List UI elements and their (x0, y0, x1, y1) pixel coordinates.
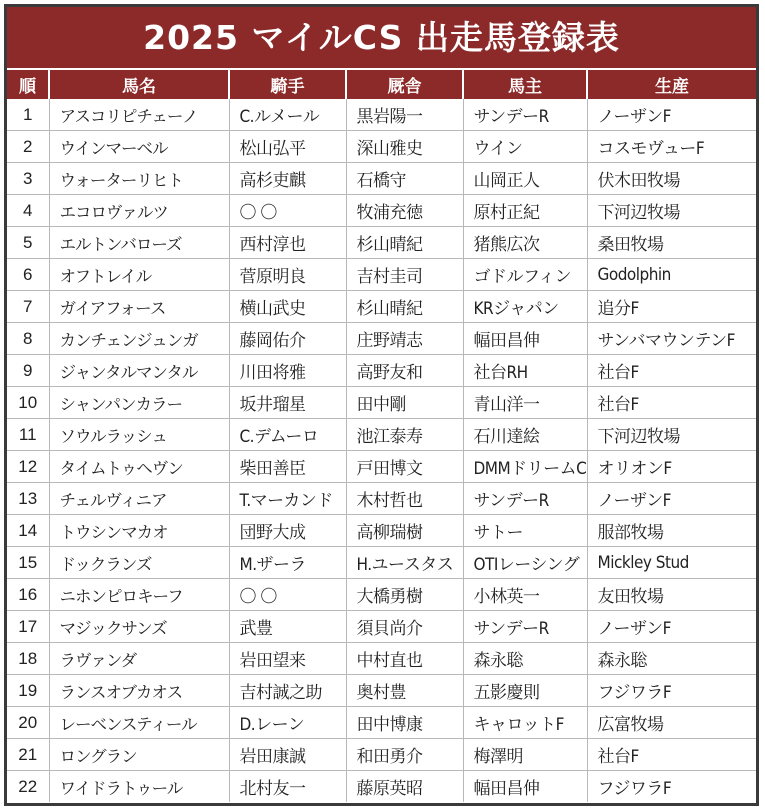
owner-cell: 社台RH (463, 355, 587, 387)
column-header-number: 順 (7, 70, 49, 99)
owner-cell: 石川達絵 (463, 419, 587, 451)
stable-cell: 須貝尚介 (346, 611, 463, 643)
jockey-cell: 岩田望来 (229, 643, 346, 675)
breeder-cell: Godolphin (587, 259, 756, 291)
column-header-owner: 馬主 (463, 70, 587, 99)
stable-cell: 木村哲也 (346, 483, 463, 515)
breeder-cell: ノーザンF (587, 483, 756, 515)
row-number-cell: 21 (7, 739, 49, 771)
horse-name-cell: カンチェンジュンガ (49, 323, 229, 355)
table-row (7, 643, 756, 675)
row-number-cell: 14 (7, 515, 49, 547)
breeder-cell: 追分F (587, 291, 756, 323)
jockey-cell: 川田将雅 (229, 355, 346, 387)
row-number-cell: 2 (7, 131, 49, 163)
horse-name-cell: ガイアフォース (49, 291, 229, 323)
horse-name-cell: タイムトゥヘヴン (49, 451, 229, 483)
breeder-cell: Mickley Stud (587, 547, 756, 579)
horse-name-cell: ウォーターリヒト (49, 163, 229, 195)
horse-name-cell: マジックサンズ (49, 611, 229, 643)
horse-name-cell: エルトンバローズ (49, 227, 229, 259)
table-row (7, 739, 756, 771)
owner-cell: KRジャパン (463, 291, 587, 323)
owner-cell: 小林英一 (463, 579, 587, 611)
horse-name-cell: ニホンピロキーフ (49, 579, 229, 611)
stable-cell: 田中博康 (346, 707, 463, 739)
table-row (7, 675, 756, 707)
breeder-cell: ノーザンF (587, 99, 756, 131)
table-row (7, 387, 756, 419)
row-number-cell: 13 (7, 483, 49, 515)
stable-cell: 戸田博文 (346, 451, 463, 483)
owner-cell: サンデーR (463, 99, 587, 131)
table-body (7, 99, 756, 802)
horse-name-cell: ランスオブカオス (49, 675, 229, 707)
table-row (7, 579, 756, 611)
jockey-cell: 柴田善臣 (229, 451, 346, 483)
breeder-cell: 友田牧場 (587, 579, 756, 611)
table-row (7, 227, 756, 259)
row-number-cell: 12 (7, 451, 49, 483)
stable-cell: 杉山晴紀 (346, 227, 463, 259)
stable-cell: 高柳瑞樹 (346, 515, 463, 547)
breeder-cell: 伏木田牧場 (587, 163, 756, 195)
horse-name-cell: ワイドラトゥール (49, 771, 229, 803)
row-number-cell: 10 (7, 387, 49, 419)
breeder-cell: 社台F (587, 355, 756, 387)
entry-table (7, 70, 756, 802)
jockey-cell: 坂井瑠星 (229, 387, 346, 419)
column-header-horse: 馬名 (49, 70, 229, 99)
stable-cell: 中村直也 (346, 643, 463, 675)
breeder-cell: 服部牧場 (587, 515, 756, 547)
row-number-cell: 6 (7, 259, 49, 291)
row-number-cell: 18 (7, 643, 49, 675)
breeder-cell: 下河辺牧場 (587, 195, 756, 227)
row-number-cell: 16 (7, 579, 49, 611)
horse-name-cell: レーベンスティール (49, 707, 229, 739)
horse-name-cell: オフトレイル (49, 259, 229, 291)
entry-table-frame (4, 4, 759, 806)
owner-cell: サトー (463, 515, 587, 547)
horse-name-cell: ジャンタルマンタル (49, 355, 229, 387)
jockey-cell: T.マーカンド (229, 483, 346, 515)
breeder-cell: ノーザンF (587, 611, 756, 643)
owner-cell: DMMドリームC (463, 451, 587, 483)
column-header-stable: 厩舎 (346, 70, 463, 99)
table-row (7, 419, 756, 451)
owner-cell: 原村正紀 (463, 195, 587, 227)
owner-cell: 幅田昌伸 (463, 771, 587, 803)
jockey-cell: 〇 〇 (229, 579, 346, 611)
jockey-cell: 北村友一 (229, 771, 346, 803)
horse-name-cell: ソウルラッシュ (49, 419, 229, 451)
owner-cell: 猪熊広次 (463, 227, 587, 259)
stable-cell: 和田勇介 (346, 739, 463, 771)
jockey-cell: 高杉吏麒 (229, 163, 346, 195)
horse-name-cell: エコロヴァルツ (49, 195, 229, 227)
owner-cell: サンデーR (463, 611, 587, 643)
row-number-cell: 17 (7, 611, 49, 643)
table-row (7, 547, 756, 579)
table-row (7, 323, 756, 355)
stable-cell: 石橋守 (346, 163, 463, 195)
row-number-cell: 8 (7, 323, 49, 355)
owner-cell: 五影慶則 (463, 675, 587, 707)
jockey-cell: 西村淳也 (229, 227, 346, 259)
jockey-cell: 横山武史 (229, 291, 346, 323)
row-number-cell: 7 (7, 291, 49, 323)
table-row (7, 451, 756, 483)
row-number-cell: 19 (7, 675, 49, 707)
row-number-cell: 9 (7, 355, 49, 387)
owner-cell: OTIレーシング (463, 547, 587, 579)
jockey-cell: 岩田康誠 (229, 739, 346, 771)
jockey-cell: 武豊 (229, 611, 346, 643)
jockey-cell: 団野大成 (229, 515, 346, 547)
horse-name-cell: ドックランズ (49, 547, 229, 579)
owner-cell: 青山洋一 (463, 387, 587, 419)
stable-cell: 藤原英昭 (346, 771, 463, 803)
breeder-cell: 桑田牧場 (587, 227, 756, 259)
stable-cell: 深山雅史 (346, 131, 463, 163)
stable-cell: 高野友和 (346, 355, 463, 387)
owner-cell: 梅澤明 (463, 739, 587, 771)
horse-name-cell: アスコリピチェーノ (49, 99, 229, 131)
jockey-cell: 吉村誠之助 (229, 675, 346, 707)
owner-cell: サンデーR (463, 483, 587, 515)
jockey-cell: C.ルメール (229, 99, 346, 131)
breeder-cell: フジワラF (587, 675, 756, 707)
jockey-cell: M.ザーラ (229, 547, 346, 579)
stable-cell: 黒岩陽一 (346, 99, 463, 131)
horse-name-cell: ラヴァンダ (49, 643, 229, 675)
row-number-cell: 11 (7, 419, 49, 451)
horse-name-cell: ロングラン (49, 739, 229, 771)
table-header (7, 70, 756, 99)
owner-cell: ゴドルフィン (463, 259, 587, 291)
stable-cell: 杉山晴紀 (346, 291, 463, 323)
column-header-jockey: 騎手 (229, 70, 346, 99)
row-number-cell: 20 (7, 707, 49, 739)
stable-cell: H.ユースタス (346, 547, 463, 579)
jockey-cell: 〇 〇 (229, 195, 346, 227)
table-row (7, 707, 756, 739)
stable-cell: 奥村豊 (346, 675, 463, 707)
jockey-cell: 藤岡佑介 (229, 323, 346, 355)
row-number-cell: 4 (7, 195, 49, 227)
breeder-cell: 社台F (587, 387, 756, 419)
row-number-cell: 3 (7, 163, 49, 195)
table-row (7, 163, 756, 195)
table-row (7, 131, 756, 163)
row-number-cell: 5 (7, 227, 49, 259)
stable-cell: 池江泰寿 (346, 419, 463, 451)
breeder-cell: オリオンF (587, 451, 756, 483)
table-row (7, 259, 756, 291)
breeder-cell: サンバマウンテンF (587, 323, 756, 355)
table-row (7, 611, 756, 643)
column-header-breeder: 生産 (587, 70, 756, 99)
owner-cell: ウイン (463, 131, 587, 163)
jockey-cell: 菅原明良 (229, 259, 346, 291)
table-row (7, 99, 756, 131)
owner-cell: 森永聡 (463, 643, 587, 675)
breeder-cell: 下河辺牧場 (587, 419, 756, 451)
stable-cell: 大橋勇樹 (346, 579, 463, 611)
jockey-cell: D.レーン (229, 707, 346, 739)
row-number-cell: 15 (7, 547, 49, 579)
owner-cell: 幅田昌伸 (463, 323, 587, 355)
jockey-cell: 松山弘平 (229, 131, 346, 163)
horse-name-cell: トウシンマカオ (49, 515, 229, 547)
page-title: 2025 マイルCS 出走馬登録表 (7, 7, 756, 68)
breeder-cell: 社台F (587, 739, 756, 771)
table-row (7, 483, 756, 515)
owner-cell: 山岡正人 (463, 163, 587, 195)
breeder-cell: コスモヴューF (587, 131, 756, 163)
stable-cell: 庄野靖志 (346, 323, 463, 355)
stable-cell: 田中剛 (346, 387, 463, 419)
table-row (7, 291, 756, 323)
owner-cell: キャロットF (463, 707, 587, 739)
stable-cell: 牧浦充徳 (346, 195, 463, 227)
horse-name-cell: ウインマーベル (49, 131, 229, 163)
table-row (7, 771, 756, 803)
row-number-cell: 1 (23, 104, 33, 124)
row-number-cell: 22 (7, 771, 49, 803)
table-row (7, 355, 756, 387)
breeder-cell: 広富牧場 (587, 707, 756, 739)
horse-name-cell: チェルヴィニア (49, 483, 229, 515)
breeder-cell: フジワラF (587, 771, 756, 803)
horse-name-cell: シャンパンカラー (49, 387, 229, 419)
stable-cell: 吉村圭司 (346, 259, 463, 291)
jockey-cell: C.デムーロ (229, 419, 346, 451)
table-row (7, 515, 756, 547)
table-row (7, 195, 756, 227)
breeder-cell: 森永聡 (587, 643, 756, 675)
